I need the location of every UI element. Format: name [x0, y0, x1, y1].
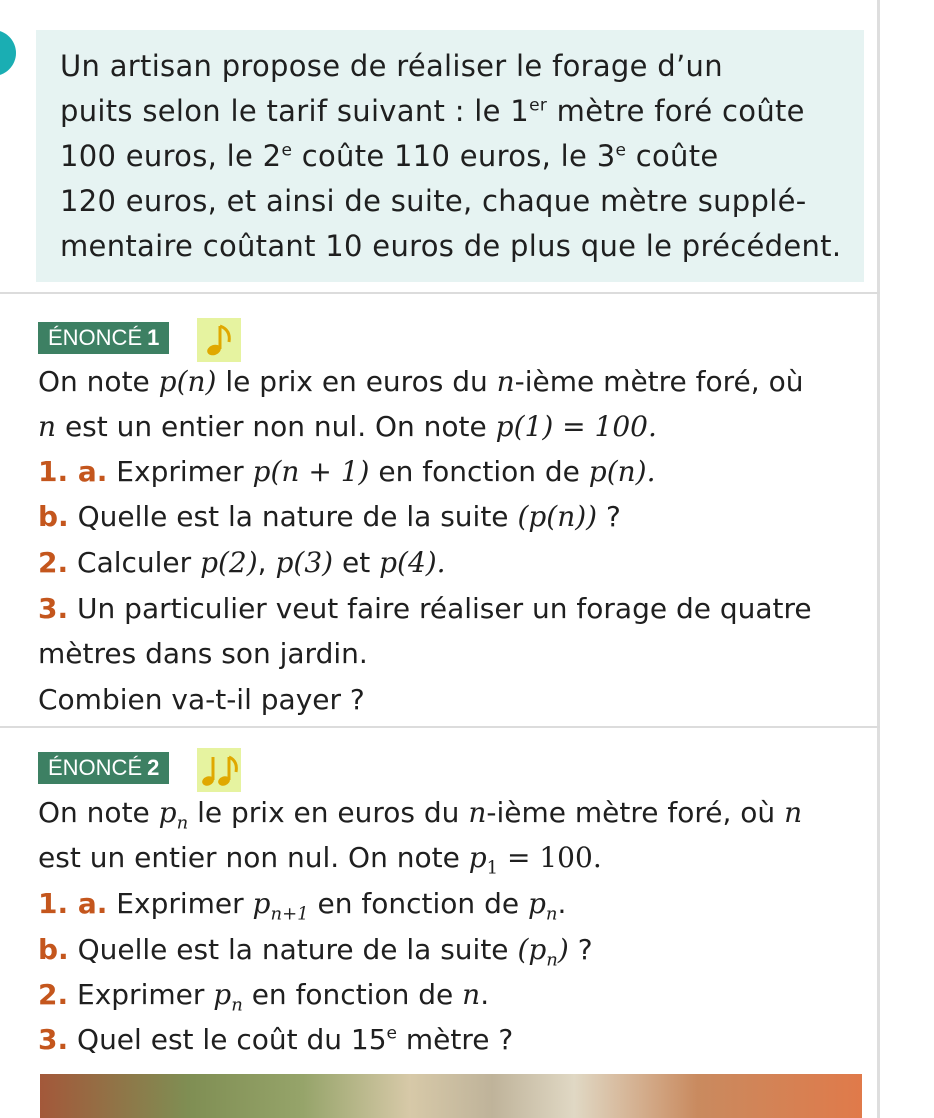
enonce-1-question-3-ask: Combien va-t-il payer ? — [38, 683, 365, 716]
enonce-2-question-1a: 1. a. Exprimer $p_{n+1}$ en fonction de $p_n$. — [38, 887, 567, 925]
enonce-2-line-1: On note $p_n$ le prix en euros du n-ième mètre foré, où n — [38, 796, 803, 834]
exercise-bullet — [0, 30, 16, 76]
divider — [0, 726, 880, 728]
statement-line-3: 100 euros, le 2e coûte 110 euros, le 3e coûte — [60, 139, 719, 173]
enonce-1-question-2: 2. Calculer p(2), p(3) et p(4). — [38, 546, 446, 579]
enonce-2-question-1b: b. Quelle est la nature de la suite $(p_n)$ ? — [38, 933, 593, 971]
music-note-icon — [197, 318, 241, 362]
enonce-2-question-2: 2. Exprimer $p_n$ en fonction de n. — [38, 978, 490, 1016]
enonce-1-question-3: 3. Un particulier veut faire réaliser un forage de quatre — [38, 592, 812, 625]
statement-line-5: mentaire coûtant 10 euros de plus que le précédent. — [60, 229, 842, 263]
problem-statement-box — [36, 30, 864, 282]
enonce-1-tag: ÉNONCÉ 1 — [38, 322, 169, 354]
double-music-note-icon — [197, 748, 241, 792]
statement-line-1: Un artisan propose de réaliser le forage d’un — [60, 49, 723, 83]
well-drilling-photo — [40, 1074, 862, 1118]
enonce-2-line-2: est un entier non nul. On note $p_1 = 100$. — [38, 841, 602, 879]
statement-line-4: 120 euros, et ainsi de suite, chaque mètre supplé- — [60, 184, 807, 218]
enonce-1-question-1a: 1. a. Exprimer p(n + 1) en fonction de p(n). — [38, 455, 656, 488]
enonce-1-question-1b: b. Quelle est la nature de la suite (p(n)) ? — [38, 500, 621, 533]
enonce-1-question-3-cont: mètres dans son jardin. — [38, 637, 368, 670]
divider — [0, 292, 880, 294]
page-margin-rule — [877, 0, 880, 1118]
enonce-1-line-2: n est un entier non nul. On note p(1) = 100. — [38, 410, 657, 443]
statement-line-2: puits selon le tarif suivant : le 1er mètre foré coûte — [60, 94, 805, 128]
enonce-2-tag: ÉNONCÉ 2 — [38, 752, 169, 784]
enonce-2-question-3: 3. Quel est le coût du 15e mètre ? — [38, 1023, 514, 1056]
enonce-1-line-1: On note p(n) le prix en euros du n-ième mètre foré, où — [38, 365, 804, 398]
